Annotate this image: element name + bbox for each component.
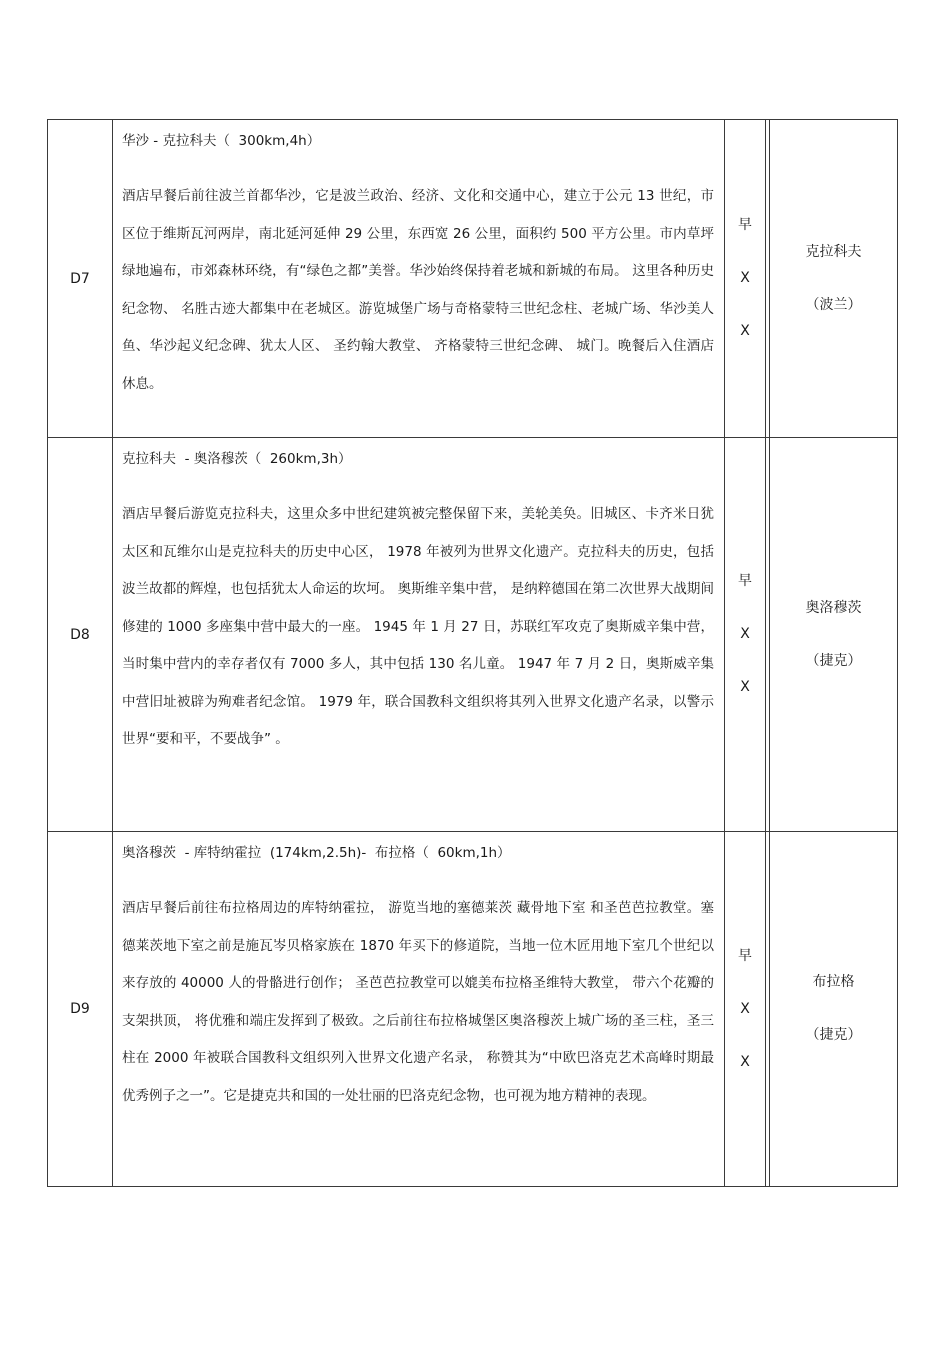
- overnight-city-cell: [770, 438, 898, 832]
- day-description: 酒店早餐后前往波兰首都华沙，它是波兰政治、经济、文化和交通中心，建立于公元 13 世纪，市区位于维斯瓦河两岸，南北延河延伸 29 公里，东西宽 26 公里，面积约 500 平方公里。市内草坪绿地遍布，市郊森林环绕，有“绿色之都”美誉。华沙始终保持着老城和新城的布局。 这里各种历史纪念物、 名胜古迹大都集中在老城区。游览城堡广场与奇格蒙特三世纪念柱、老城广场、华沙美人鱼、华沙起义纪念碑、犹太人区、 圣约翰大教堂、 齐格蒙特三世纪念碑、 城门。晚餐后入住酒店休息。: [122, 188, 714, 392]
- itinerary-row-d8: [48, 438, 898, 832]
- meals-cell: [725, 832, 766, 1187]
- overnight-city-cell: [770, 832, 898, 1187]
- day-description: 酒店早餐后前往布拉格周边的库特纳霍拉， 游览当地的塞德莱茨 藏骨地下室 和圣芭芭拉教堂。塞德莱茨地下室之前是施瓦岑贝格家族在 1870 年买下的修道院，当地一位木匠用地下室几个世纪以来存放的 40000 人的骨骼进行创作； 圣芭芭拉教堂可以媲美布拉格圣维特大教堂， 带六个花瓣的支架拱顶， 将优雅和端庄发挥到了极致。之后前往布拉格城堡区奥洛穆茨上城广场的圣三柱，圣三柱在 2000 年被联合国教科文组织列入世界文化遗产名录， 称赞其为“中欧巴洛克艺术高峰时期最优秀例子之一”。它是捷克共和国的一处壮丽的巴洛克纪念物，也可视为地方精神的表现。: [122, 900, 714, 1104]
- day-label: D7: [48, 120, 113, 438]
- overnight-city-cell: [770, 120, 898, 438]
- overnight-country: （捷克）: [805, 1027, 862, 1043]
- meal-breakfast: 早: [738, 947, 752, 964]
- meal-dinner: X: [740, 679, 750, 695]
- meal-lunch: X: [740, 1000, 750, 1017]
- overnight-city: 奥洛穆茨: [805, 599, 862, 616]
- meal-breakfast: 早: [738, 217, 752, 233]
- route-title: 奥洛穆茨 - 库特纳霍拉 (174km,2.5h)- 布拉格（ 60km,1h）: [122, 845, 511, 861]
- day-description-cell: [113, 120, 725, 438]
- meal-breakfast: 早: [738, 573, 752, 589]
- meal-lunch: X: [740, 626, 750, 642]
- day-description-cell: [113, 832, 725, 1187]
- overnight-city: 克拉科夫: [805, 243, 862, 260]
- meal-lunch: X: [740, 270, 750, 286]
- meal-dinner: X: [740, 323, 750, 339]
- day-label: D8: [48, 438, 113, 832]
- meals-cell: [725, 120, 766, 438]
- overnight-city: 布拉格: [812, 974, 855, 990]
- overnight-country: （捷克）: [805, 652, 862, 669]
- overnight-country: （波兰）: [805, 296, 862, 313]
- meal-dinner: X: [740, 1053, 750, 1070]
- day-description: 酒店早餐后游览克拉科夫，这里众多中世纪建筑被完整保留下来，美轮美奂。旧城区、卡齐米日犹太区和瓦维尔山是克拉科夫的历史中心区， 1978 年被列为世界文化遗产。克拉科夫的历史，包括波兰故都的辉煌，也包括犹太人命运的坎坷。 奥斯维辛集中营， 是纳粹德国在第二次世界大战期间修建的 1000 多座集中营中最大的一座。 1945 年 1 月 27 日，苏联红军攻克了奥斯威辛集中营，当时集中营内的幸存者仅有 7000 多人，其中包括 130 名儿童。 1947 年 7 月 2 日，奥斯威辛集中营旧址被辟为殉难者纪念馆。 1979 年，联合国教科文组织将其列入世界文化遗产名录，以警示世界“要和平，不要战争” 。: [122, 506, 714, 747]
- day-description-cell: [113, 438, 725, 832]
- meals-cell: [725, 438, 766, 832]
- route-title: 华沙 - 克拉科夫（ 300km,4h）: [122, 133, 321, 149]
- itinerary-row-d7: [48, 120, 898, 438]
- itinerary-row-d9: [48, 832, 898, 1187]
- route-title: 克拉科夫 - 奥洛穆茨（ 260km,3h）: [122, 451, 352, 467]
- itinerary-table: [47, 119, 898, 1187]
- day-label: D9: [48, 832, 113, 1187]
